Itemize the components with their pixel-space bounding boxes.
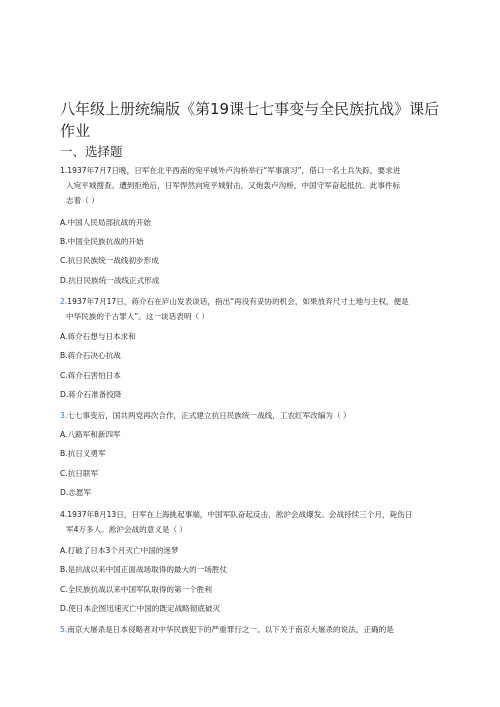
question-3-option-c: C.抗日联军 xyxy=(60,469,99,478)
question-3 xyxy=(60,408,450,423)
question-3-option-b: B.抗日义勇军 xyxy=(60,449,106,458)
question-2 xyxy=(60,294,450,324)
question-3-line-1: 3.七七事变后，国共两党再次合作，正式建立抗日民族统一战线，工农红军改编为（ ） xyxy=(60,411,351,420)
question-3-option-a: A.八路军和新四军 xyxy=(60,430,121,439)
question-3-option-d: D.志愿军 xyxy=(60,488,92,497)
question-2-option-d: D.蒋介石准备投降 xyxy=(60,390,122,399)
question-5 xyxy=(60,622,450,637)
question-4-option-d: D.使日本企图迅速灭亡中国的既定战略彻底破灭 xyxy=(60,604,221,613)
question-4-line-2: 军4万多人。淞沪会战的意义是（ ） xyxy=(66,525,188,534)
question-1-line-2: 入宛平城搜查。遭到拒绝后，日军悍然向宛平城射击，又炮轰卢沟桥，中国守军奋起抵抗。此事件标 xyxy=(66,181,401,190)
question-2-option-a: A.蒋介石想与日本求和 xyxy=(60,332,136,341)
question-2-line-2: 中华民族的千古罪人”。这一谈话表明（ ） xyxy=(66,312,210,321)
question-2-option-b: B.蒋介石决心抗战 xyxy=(60,351,121,360)
question-1 xyxy=(60,163,450,208)
question-1-line-1: 1.1937年7月7日晚，日军在北平西南的宛平城外卢沟桥举行“军事演习”，借口一名士兵失踪，要求进 xyxy=(60,166,401,175)
question-1-option-b: B.中国全民族抗战的开始 xyxy=(60,237,144,246)
question-4-option-a: A.打破了日本3个月灭亡中国的迷梦 xyxy=(60,546,179,555)
question-1-line-3: 志着（ ） xyxy=(66,196,99,205)
question-1-option-d: D.抗日民族统一战线正式形成 xyxy=(60,276,160,285)
question-2-line-1: 2.1937年7月17日，蒋介石在庐山发表谈话，指出“再没有妥协的机会，如果放弃尺寸土地与主权，便是 xyxy=(60,297,409,306)
question-2-option-c: C.蒋介石害怕日本 xyxy=(60,371,121,380)
question-4-option-c: C.全民族抗战以来中国军队取得的第一个胜利 xyxy=(60,585,212,594)
question-5-line-1: 5.南京大屠杀是日本侵略者对中华民族犯下的严重罪行之一。以下关于南京大屠杀的说法，正确的是 xyxy=(60,625,394,634)
question-1-option-a: A.中国人民局部抗战的开始 xyxy=(60,218,152,227)
question-4-line-1: 4.1937年8月13日，日军在上海挑起事端，中国军队奋起反击，淞沪会战爆发。会战持续三个月，毙伤日 xyxy=(60,510,413,519)
question-4-option-b: B.是抗战以来中国正面战场取得的最大的一场胜仗 xyxy=(60,565,228,574)
question-1-option-c: C.抗日民族统一战线初步形成 xyxy=(60,256,159,265)
document-title: 八年级上册统编版《第19课七七事变与全民族抗战》课后作业 xyxy=(60,100,440,140)
section-heading: 一、选择题 xyxy=(60,144,123,159)
question-4 xyxy=(60,507,450,537)
